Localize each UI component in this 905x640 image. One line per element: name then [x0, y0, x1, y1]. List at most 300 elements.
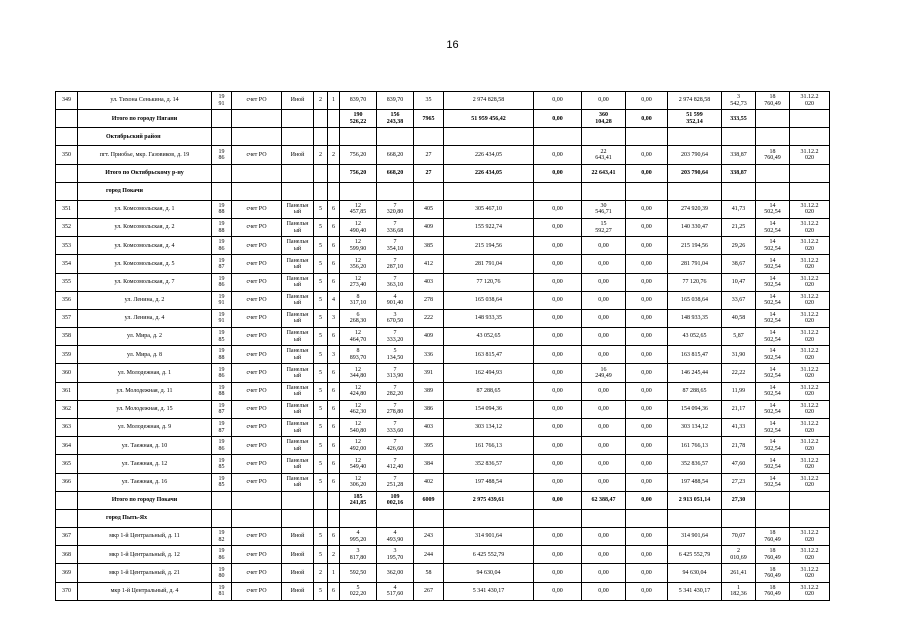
table-cell — [232, 491, 282, 509]
table-cell: 19 86 — [212, 546, 232, 564]
table-cell — [212, 182, 232, 200]
table-cell: 2 010,69 — [722, 546, 756, 564]
table-cell: счет РО — [232, 564, 282, 582]
table-cell: 0,00 — [534, 200, 582, 218]
table-cell: 0,00 — [626, 255, 668, 273]
table-cell: 22 643,41 — [582, 164, 626, 182]
table-cell: счет РО — [232, 400, 282, 418]
table-cell: 7 363,10 — [377, 273, 414, 291]
table-cell: 2 913 051,14 — [668, 491, 722, 509]
table-cell: счет РО — [232, 200, 282, 218]
page-number: 16 — [446, 39, 459, 51]
table-cell: 391 — [414, 364, 444, 382]
table-cell: 7 426,60 — [377, 437, 414, 455]
table-cell: 5 — [314, 473, 328, 491]
table-cell: 203 790,64 — [668, 146, 722, 164]
table-cell: 354 — [56, 255, 78, 273]
table-cell: 355 — [56, 273, 78, 291]
table-cell: 4 901,40 — [377, 291, 414, 309]
table-cell: 14 502,54 — [756, 291, 790, 309]
table-cell: Итого по городу Нягани — [78, 110, 212, 128]
table-cell: 87 288,65 — [444, 382, 534, 400]
table-cell: 6 — [328, 237, 340, 255]
table-cell: Панельн ый — [282, 382, 314, 400]
table-cell: 8 893,70 — [340, 346, 377, 364]
table-cell: 314 901,64 — [444, 527, 534, 545]
table-cell: 1 — [328, 92, 340, 110]
table-cell: 395 — [414, 437, 444, 455]
table-cell: 0,00 — [626, 437, 668, 455]
table-row — [56, 200, 830, 218]
table-cell: 2 — [328, 546, 340, 564]
table-cell: 6009 — [414, 491, 444, 509]
table-cell: 352 — [56, 218, 78, 236]
table-cell — [212, 164, 232, 182]
table-cell: 6 — [328, 527, 340, 545]
table-cell: 0,00 — [582, 291, 626, 309]
table-cell: Иной — [282, 527, 314, 545]
table-cell: 1 182,36 — [722, 582, 756, 600]
table-cell: 7 336,68 — [377, 218, 414, 236]
table-cell: 31.12.2 020 — [790, 382, 830, 400]
table-cell: 6 — [328, 419, 340, 437]
table-cell: мкр 1-й Центральный, д. 21 — [78, 564, 212, 582]
table-cell: 19 88 — [212, 200, 232, 218]
table-cell: 3 — [328, 309, 340, 327]
table-cell: 155 922,74 — [444, 218, 534, 236]
table-row — [56, 309, 830, 327]
table-cell: 12 273,40 — [340, 273, 377, 291]
table-cell: 51 599 352,14 — [668, 110, 722, 128]
table-cell: ул. Молодежная, д. 11 — [78, 382, 212, 400]
table-cell: 14 502,54 — [756, 419, 790, 437]
table-row — [56, 400, 830, 418]
table-cell — [232, 128, 282, 146]
table-cell: 162 494,93 — [444, 364, 534, 382]
table-cell: 0,00 — [582, 400, 626, 418]
table-cell: 5 — [314, 400, 328, 418]
table-cell: 0,00 — [582, 546, 626, 564]
table-cell: 0,00 — [626, 419, 668, 437]
table-cell: 6 — [328, 364, 340, 382]
table-cell: 12 457,85 — [340, 200, 377, 218]
table-cell: 0,00 — [534, 400, 582, 418]
table-cell: 31.12.2 020 — [790, 437, 830, 455]
table-cell: 7 278,80 — [377, 400, 414, 418]
table-cell: 366 — [56, 473, 78, 491]
table-row — [56, 146, 830, 164]
table-cell: 12 424,80 — [340, 382, 377, 400]
table-cell: 6 — [328, 473, 340, 491]
table-cell: 2 — [328, 146, 340, 164]
table-cell: 2 974 828,58 — [668, 92, 722, 110]
table-cell: 244 — [414, 546, 444, 564]
table-cell: Октябрьский район — [78, 128, 212, 146]
table-cell: 353 — [56, 237, 78, 255]
table-cell: 5 — [314, 218, 328, 236]
table-cell: 62 388,47 — [582, 491, 626, 509]
table-cell: 0,00 — [626, 564, 668, 582]
table-cell: 31.12.2 020 — [790, 364, 830, 382]
table-cell — [56, 164, 78, 182]
table-cell: Иной — [282, 582, 314, 600]
table-cell — [314, 491, 328, 509]
table-cell — [340, 182, 377, 200]
table-cell: 3 542,73 — [722, 92, 756, 110]
table-cell — [282, 509, 314, 527]
table-cell: ул. Молодежная, д. 9 — [78, 419, 212, 437]
table-row — [56, 273, 830, 291]
table-cell: 41,33 — [722, 419, 756, 437]
table-cell: 5 022,20 — [340, 582, 377, 600]
table-cell: счет РО — [232, 582, 282, 600]
table-cell: 0,00 — [582, 473, 626, 491]
table-cell: Итого по городу Покачи — [78, 491, 212, 509]
table-cell: 18 760,49 — [756, 527, 790, 545]
table-cell: 0,00 — [626, 200, 668, 218]
table-cell: 197 488,54 — [444, 473, 534, 491]
table-cell: 5 — [314, 346, 328, 364]
table-cell — [756, 182, 790, 200]
table-cell: 0,00 — [534, 309, 582, 327]
table-cell: 43 052,65 — [444, 328, 534, 346]
table-cell: 338,87 — [722, 164, 756, 182]
table-cell — [790, 110, 830, 128]
table-cell: ул. Таежная, д. 12 — [78, 455, 212, 473]
table-cell: 77 120,76 — [444, 273, 534, 291]
table-cell: 19 80 — [212, 564, 232, 582]
table-cell: ул. Комсомольская, д. 5 — [78, 255, 212, 273]
section-header-row — [56, 509, 830, 527]
table-cell: 27 — [414, 164, 444, 182]
table-row — [56, 455, 830, 473]
table-cell: 14 502,54 — [756, 218, 790, 236]
table-cell: 0,00 — [534, 419, 582, 437]
table-cell — [232, 110, 282, 128]
table-cell: 412 — [414, 255, 444, 273]
table-cell: 19 86 — [212, 273, 232, 291]
table-cell — [790, 491, 830, 509]
table-cell: 0,00 — [626, 92, 668, 110]
table-cell: 12 356,20 — [340, 255, 377, 273]
table-row — [56, 527, 830, 545]
table-cell: 161 766,13 — [668, 437, 722, 455]
table-cell: 5 — [314, 200, 328, 218]
table-cell: 351 — [56, 200, 78, 218]
table-cell: счет РО — [232, 237, 282, 255]
table-cell: 839,70 — [377, 92, 414, 110]
table-cell: 12 462,30 — [340, 400, 377, 418]
table-cell: 14 502,54 — [756, 273, 790, 291]
table-cell: счет РО — [232, 92, 282, 110]
table-cell: 0,00 — [534, 237, 582, 255]
table-cell: 2 975 439,61 — [444, 491, 534, 509]
table-cell — [232, 182, 282, 200]
table-cell: 5 — [314, 291, 328, 309]
table-cell: 314 901,64 — [668, 527, 722, 545]
table-cell: 19 85 — [212, 328, 232, 346]
table-cell: счет РО — [232, 364, 282, 382]
table-cell: 12 306,20 — [340, 473, 377, 491]
table-cell — [756, 509, 790, 527]
section-header-row — [56, 128, 830, 146]
table-row — [56, 546, 830, 564]
table-cell: 12 599,90 — [340, 237, 377, 255]
table-cell: 31.12.2 020 — [790, 419, 830, 437]
table-cell: 5 — [314, 273, 328, 291]
table-cell: 197 488,54 — [668, 473, 722, 491]
table-cell: 12 344,80 — [340, 364, 377, 382]
table-cell: 35 — [414, 92, 444, 110]
table-cell: 14 502,54 — [756, 346, 790, 364]
table-cell: 0,00 — [534, 364, 582, 382]
table-cell — [56, 491, 78, 509]
table-cell: 592,50 — [340, 564, 377, 582]
table-cell: 0,00 — [582, 309, 626, 327]
table-cell — [56, 128, 78, 146]
table-row — [56, 346, 830, 364]
table-cell: 338,87 — [722, 146, 756, 164]
table-cell: счет РО — [232, 382, 282, 400]
table-cell: 0,00 — [626, 237, 668, 255]
table-cell — [626, 182, 668, 200]
table-cell: 19 87 — [212, 255, 232, 273]
table-cell: 14 502,54 — [756, 309, 790, 327]
table-cell: 19 87 — [212, 400, 232, 418]
table-cell: 14 502,54 — [756, 328, 790, 346]
table-cell — [756, 128, 790, 146]
table-cell: 0,00 — [534, 455, 582, 473]
table-cell: 5 — [314, 527, 328, 545]
table-cell — [444, 509, 534, 527]
table-cell — [668, 182, 722, 200]
table-cell: 356 — [56, 291, 78, 309]
table-cell: 0,00 — [534, 291, 582, 309]
table-cell: 0,00 — [626, 546, 668, 564]
table-cell: 148 933,35 — [668, 309, 722, 327]
table-cell: 7 333,60 — [377, 419, 414, 437]
table-cell: 0,00 — [582, 564, 626, 582]
table-cell — [414, 182, 444, 200]
table-cell: 14 502,54 — [756, 255, 790, 273]
table-cell: Панельн ый — [282, 437, 314, 455]
total-row — [56, 164, 830, 182]
table-cell: 333,55 — [722, 110, 756, 128]
table-cell: 0,00 — [626, 582, 668, 600]
table-cell: Панельн ый — [282, 200, 314, 218]
table-cell: счет РО — [232, 419, 282, 437]
table-cell — [668, 128, 722, 146]
table-cell: 305 467,10 — [444, 200, 534, 218]
table-cell: 363 — [56, 419, 78, 437]
table-cell: 163 815,47 — [444, 346, 534, 364]
table-cell — [212, 491, 232, 509]
table-cell: ул. Молодежная, д. 15 — [78, 400, 212, 418]
table-cell: 5 — [314, 309, 328, 327]
table-cell: 6 — [328, 200, 340, 218]
table-cell: 5,87 — [722, 328, 756, 346]
table-cell: 70,07 — [722, 527, 756, 545]
table-row — [56, 437, 830, 455]
table-cell: 0,00 — [534, 346, 582, 364]
table-cell: 30 546,71 — [582, 200, 626, 218]
table-cell: счет РО — [232, 346, 282, 364]
table-cell: 109 002,16 — [377, 491, 414, 509]
table-cell: 5 — [314, 546, 328, 564]
table-cell: 31.12.2 020 — [790, 473, 830, 491]
table-cell: 0,00 — [534, 110, 582, 128]
table-cell: 156 243,38 — [377, 110, 414, 128]
table-cell: 31.12.2 020 — [790, 328, 830, 346]
table-cell: 21,25 — [722, 218, 756, 236]
table-cell: 18 760,49 — [756, 564, 790, 582]
table-cell: 226 434,05 — [444, 164, 534, 182]
table-cell: 43 052,65 — [668, 328, 722, 346]
table-row — [56, 328, 830, 346]
table-cell: 31.12.2 020 — [790, 218, 830, 236]
table-cell: 336 — [414, 346, 444, 364]
table-cell: 303 134,12 — [444, 419, 534, 437]
table-cell — [626, 509, 668, 527]
table-cell: счет РО — [232, 473, 282, 491]
table-cell: 0,00 — [534, 328, 582, 346]
table-cell: 140 330,47 — [668, 218, 722, 236]
table-cell: 51 959 456,42 — [444, 110, 534, 128]
table-cell: Итого по Октябрьскому р-ну — [78, 164, 212, 182]
table-cell: 87 288,65 — [668, 382, 722, 400]
table-cell: Панельн ый — [282, 273, 314, 291]
table-cell: счет РО — [232, 328, 282, 346]
table-cell: 0,00 — [626, 346, 668, 364]
table-cell: 267 — [414, 582, 444, 600]
table-cell: 21,78 — [722, 437, 756, 455]
table-cell: Панельн ый — [282, 328, 314, 346]
table-cell: 0,00 — [626, 273, 668, 291]
table-cell: 1 — [328, 564, 340, 582]
table-cell — [328, 491, 340, 509]
table-cell: 19 88 — [212, 346, 232, 364]
table-cell: 0,00 — [534, 437, 582, 455]
table-cell — [582, 509, 626, 527]
table-cell: 5 — [314, 582, 328, 600]
table-row — [56, 582, 830, 600]
table-cell: 281 791,04 — [444, 255, 534, 273]
table-cell: 409 — [414, 218, 444, 236]
table-cell: счет РО — [232, 527, 282, 545]
table-cell: 0,00 — [534, 546, 582, 564]
table-cell — [314, 509, 328, 527]
table-cell: 31,90 — [722, 346, 756, 364]
table-cell: 12 490,40 — [340, 218, 377, 236]
table-cell — [444, 128, 534, 146]
table-cell: 361 — [56, 382, 78, 400]
table-cell: 31.12.2 020 — [790, 255, 830, 273]
table-cell: ул. Молодежная, д. 1 — [78, 364, 212, 382]
table-cell: 27 — [414, 146, 444, 164]
table-cell: ул. Комсомольская, д. 2 — [78, 218, 212, 236]
table-row — [56, 92, 830, 110]
table-cell: 19 86 — [212, 364, 232, 382]
table-cell: 3 817,80 — [340, 546, 377, 564]
table-cell: 0,00 — [582, 255, 626, 273]
table-cell: 756,20 — [340, 146, 377, 164]
table-cell: 47,60 — [722, 455, 756, 473]
table-row — [56, 291, 830, 309]
table-cell: 7 313,90 — [377, 364, 414, 382]
table-cell: 19 88 — [212, 218, 232, 236]
table-row — [56, 419, 830, 437]
table-cell: 38,67 — [722, 255, 756, 273]
table-cell: Панельн ый — [282, 473, 314, 491]
table-cell: 364 — [56, 437, 78, 455]
table-cell: ул. Комсомольская, д. 7 — [78, 273, 212, 291]
table-cell: 668,20 — [377, 164, 414, 182]
table-cell: 6 425 552,79 — [444, 546, 534, 564]
table-cell: 19 86 — [212, 146, 232, 164]
table-cell: 839,70 — [340, 92, 377, 110]
table-cell: мкр 1-й Центральный, д. 4 — [78, 582, 212, 600]
table-cell: 0,00 — [582, 455, 626, 473]
table-cell: 0,00 — [626, 491, 668, 509]
table-row — [56, 564, 830, 582]
table-cell — [340, 128, 377, 146]
table-cell: 402 — [414, 473, 444, 491]
table-cell — [314, 110, 328, 128]
table-cell: счет РО — [232, 273, 282, 291]
table-cell: 14 502,54 — [756, 473, 790, 491]
table-cell: 19 91 — [212, 291, 232, 309]
table-cell: 14 502,54 — [756, 237, 790, 255]
table-cell: 0,00 — [626, 328, 668, 346]
table-cell: Панельн ый — [282, 309, 314, 327]
table-cell: 389 — [414, 382, 444, 400]
table-cell: 0,00 — [582, 328, 626, 346]
table-cell: 0,00 — [534, 564, 582, 582]
table-cell: 19 81 — [212, 582, 232, 600]
table-cell: 40,58 — [722, 309, 756, 327]
table-cell: 362 — [56, 400, 78, 418]
table-cell: 2 — [314, 564, 328, 582]
table-cell: счет РО — [232, 146, 282, 164]
table-cell: 19 85 — [212, 455, 232, 473]
table-cell: 303 134,12 — [668, 419, 722, 437]
table-cell: 3 — [328, 346, 340, 364]
table-cell: 94 630,04 — [668, 564, 722, 582]
table-cell: 6 — [328, 400, 340, 418]
table-cell — [232, 164, 282, 182]
table-cell: 14 502,54 — [756, 200, 790, 218]
table-cell: 5 341 430,17 — [668, 582, 722, 600]
table-cell — [534, 182, 582, 200]
table-cell: 77 120,76 — [668, 273, 722, 291]
table-cell: 12 549,40 — [340, 455, 377, 473]
table-cell — [790, 182, 830, 200]
table-cell: 3 670,50 — [377, 309, 414, 327]
table-cell: Иной — [282, 546, 314, 564]
table-cell: 163 815,47 — [668, 346, 722, 364]
table-cell: 2 — [314, 146, 328, 164]
table-cell: 0,00 — [534, 527, 582, 545]
table-cell: 19 87 — [212, 419, 232, 437]
table-cell: 19 86 — [212, 437, 232, 455]
table-cell: 31.12.2 020 — [790, 200, 830, 218]
table-row — [56, 382, 830, 400]
table-cell: 0,00 — [534, 218, 582, 236]
table-cell: 352 836,57 — [668, 455, 722, 473]
table-cell: 6 268,30 — [340, 309, 377, 327]
table-cell: счет РО — [232, 255, 282, 273]
table-cell: 222 — [414, 309, 444, 327]
